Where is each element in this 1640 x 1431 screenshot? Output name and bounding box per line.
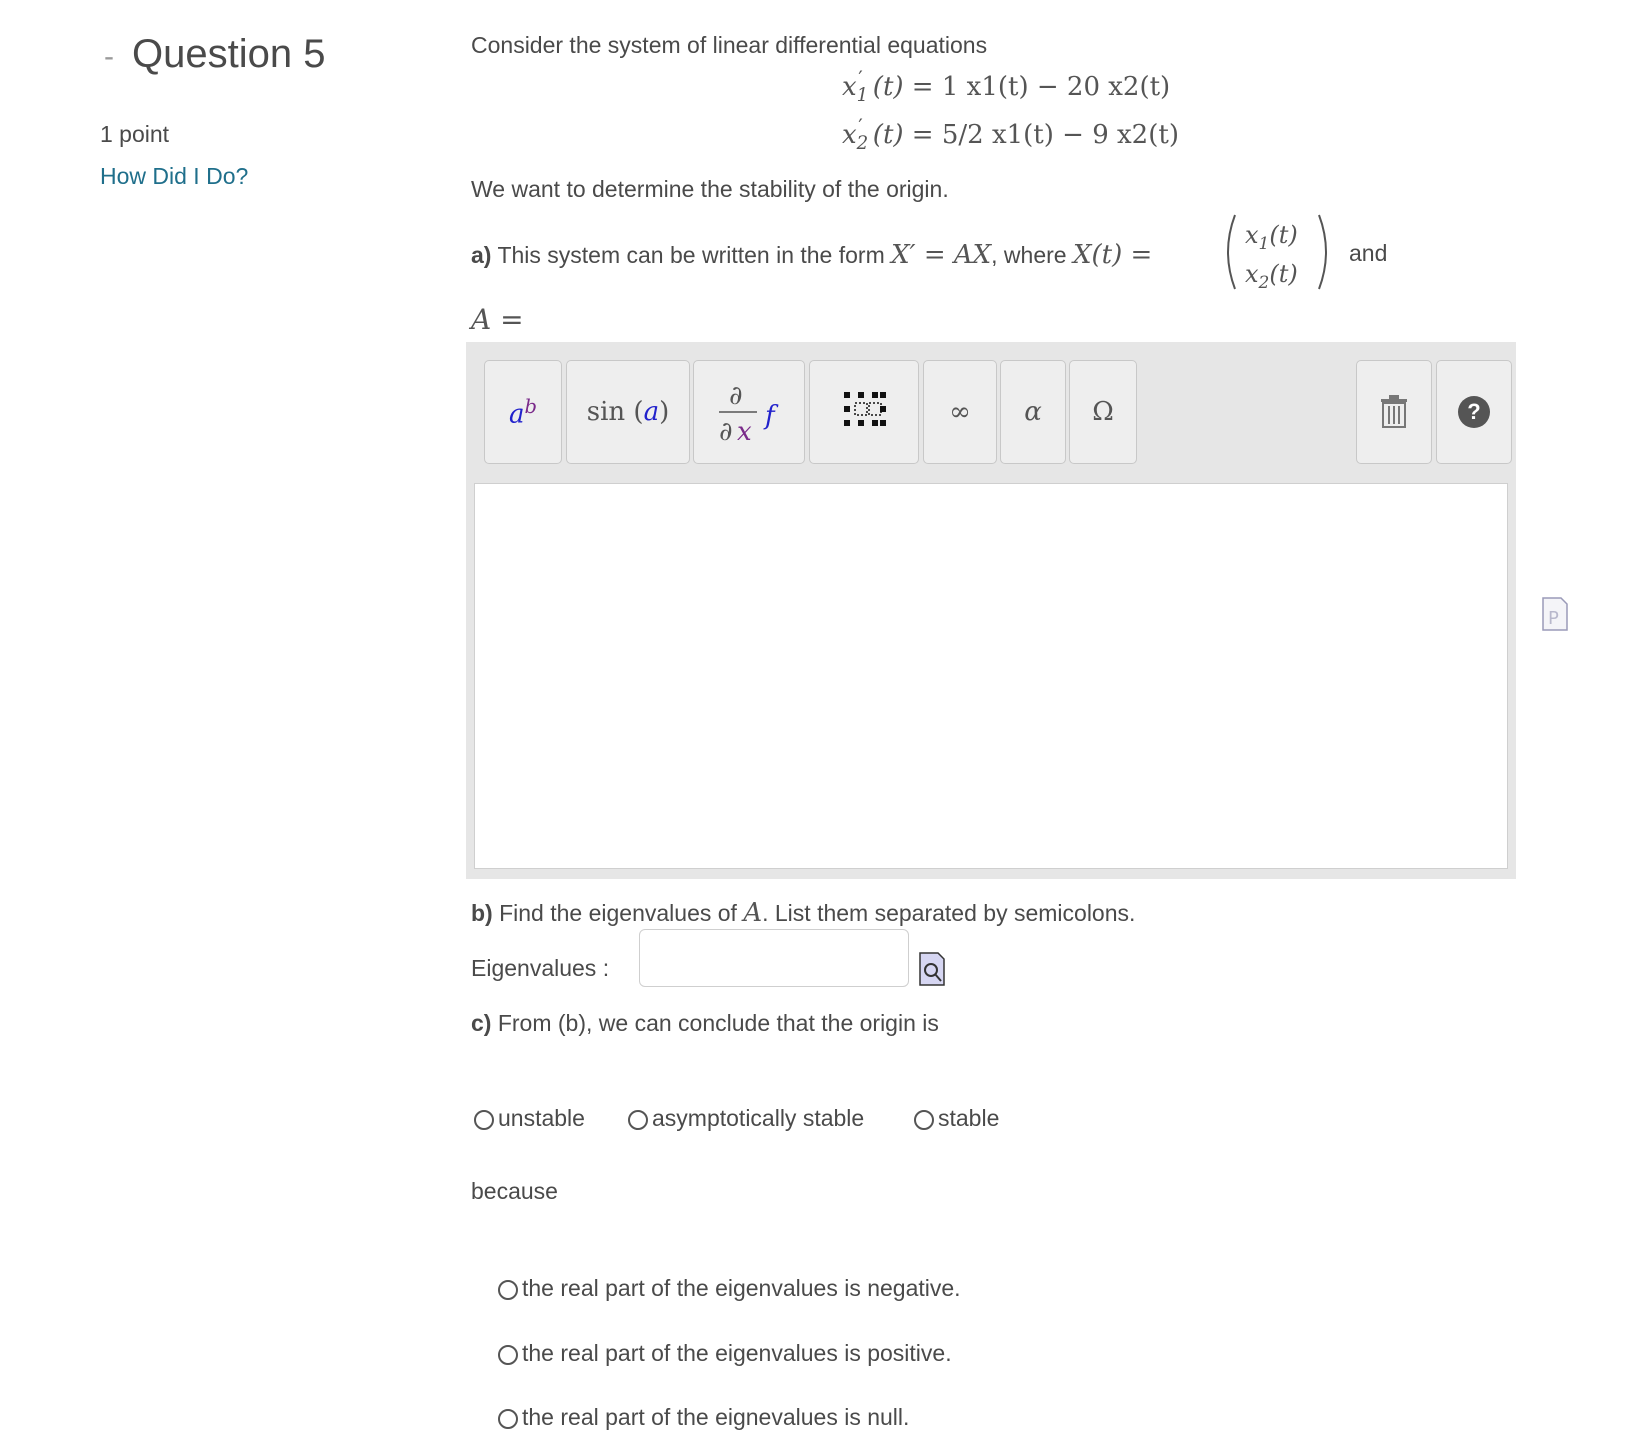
- eigenvalues-label: Eigenvalues :: [471, 955, 610, 981]
- radio-icon[interactable]: [628, 1110, 648, 1130]
- alpha-button[interactable]: [1000, 360, 1066, 464]
- option-unstable[interactable]: [474, 1105, 585, 1132]
- radio-icon[interactable]: [914, 1110, 934, 1130]
- preview-icon[interactable]: [1541, 596, 1569, 637]
- infinity-button[interactable]: [923, 360, 997, 464]
- function-button[interactable]: sin (a): [566, 360, 690, 464]
- option-label: unstable: [498, 1105, 585, 1131]
- matrix-icon: [840, 388, 888, 436]
- part-b-var: A: [743, 898, 763, 928]
- a-equals-label: A =: [471, 303, 524, 336]
- stability-text: We want to determine the stability of the origin.: [471, 176, 949, 202]
- part-a-and: and: [1349, 240, 1388, 266]
- radio-icon[interactable]: [474, 1110, 494, 1130]
- reason-positive[interactable]: [498, 1340, 952, 1367]
- svg-text:x: x: [737, 417, 752, 447]
- part-b-text: [471, 898, 1135, 928]
- svg-text:x1(t): $x_1(t)$: [1245, 221, 1298, 254]
- omega-button[interactable]: [1069, 360, 1137, 464]
- radio-icon[interactable]: [498, 1345, 518, 1365]
- help-icon: ?: [1458, 396, 1490, 428]
- part-a-form: X′ = AX: [891, 240, 992, 270]
- svg-text:∂: ∂: [729, 381, 743, 411]
- option-asymptotically-stable[interactable]: [628, 1105, 864, 1132]
- svg-text:P: P: [1548, 608, 1559, 629]
- omega-icon: Ω: [1092, 397, 1114, 427]
- help-button[interactable]: [1436, 360, 1512, 464]
- x-vector: [1223, 212, 1331, 292]
- option-label: the real part of the eigenvalues is positive.: [522, 1340, 952, 1366]
- radio-icon[interactable]: [498, 1280, 518, 1300]
- equation-2-rhs: = 5/2 x1(t) − 9 x2(t): [911, 120, 1179, 150]
- math-editor: [466, 342, 1516, 879]
- trash-button[interactable]: [1356, 360, 1432, 464]
- part-c-label: c): [471, 1010, 492, 1036]
- part-a-prompt: This system can be written in the form: [497, 242, 885, 268]
- infinity-icon: ∞: [949, 397, 971, 427]
- part-a-text: [471, 240, 1152, 270]
- svg-text:x2(t): $x_2(t)$: [1245, 260, 1298, 292]
- option-stable[interactable]: [914, 1105, 999, 1132]
- part-b-prompt: Find the eigenvalues of: [499, 900, 737, 926]
- question-points: 1 point: [100, 121, 170, 147]
- intro-text: Consider the system of linear differential equations: [471, 32, 988, 58]
- part-c-text: [471, 1010, 939, 1037]
- trash-icon: [1379, 395, 1409, 429]
- part-a-where: , where: [991, 242, 1067, 268]
- derivative-button[interactable]: [693, 360, 805, 464]
- part-b-post: . List them separated by semicolons.: [762, 900, 1136, 926]
- option-label: the real part of the eignevalues is null.: [522, 1404, 910, 1430]
- collapse-toggle[interactable]: -: [104, 40, 114, 73]
- option-label: the real part of the eigenvalues is negative.: [522, 1275, 961, 1301]
- option-label: asymptotically stable: [652, 1105, 865, 1131]
- equation-1-rhs: = 1 x1(t) − 20 x2(t): [911, 72, 1171, 102]
- radio-icon[interactable]: [498, 1409, 518, 1429]
- because-text: because: [471, 1178, 558, 1204]
- function-label: sin: [586, 397, 626, 427]
- equation-1: $x_1'$ (t) = 1 x1(t) − 20 x2(t): [842, 66, 1171, 107]
- power-button[interactable]: $a^b$: [484, 360, 562, 464]
- how-did-i-do-link[interactable]: How Did I Do?: [100, 163, 249, 189]
- option-label: stable: [938, 1105, 1000, 1131]
- part-a-label: a): [471, 242, 492, 268]
- eigenvalues-input[interactable]: [639, 929, 909, 987]
- part-a-xdef: X(t) =: [1072, 240, 1153, 270]
- part-b-label: b): [471, 900, 493, 926]
- math-input-area[interactable]: [474, 483, 1508, 869]
- equation-2: $x_2'$ (t) = 5/2 x1(t) − 9 x2(t): [842, 114, 1179, 155]
- alpha-icon: α: [1024, 397, 1042, 427]
- preview-answer-icon[interactable]: [918, 951, 946, 992]
- matrix-button[interactable]: [809, 360, 919, 464]
- svg-text:∂: ∂: [719, 417, 733, 447]
- svg-text:f: f: [765, 401, 775, 431]
- question-title: Question 5: [132, 32, 326, 76]
- part-c-prompt: From (b), we can conclude that the origin is: [497, 1010, 939, 1036]
- derivative-icon: [709, 372, 789, 452]
- reason-negative[interactable]: [498, 1275, 961, 1302]
